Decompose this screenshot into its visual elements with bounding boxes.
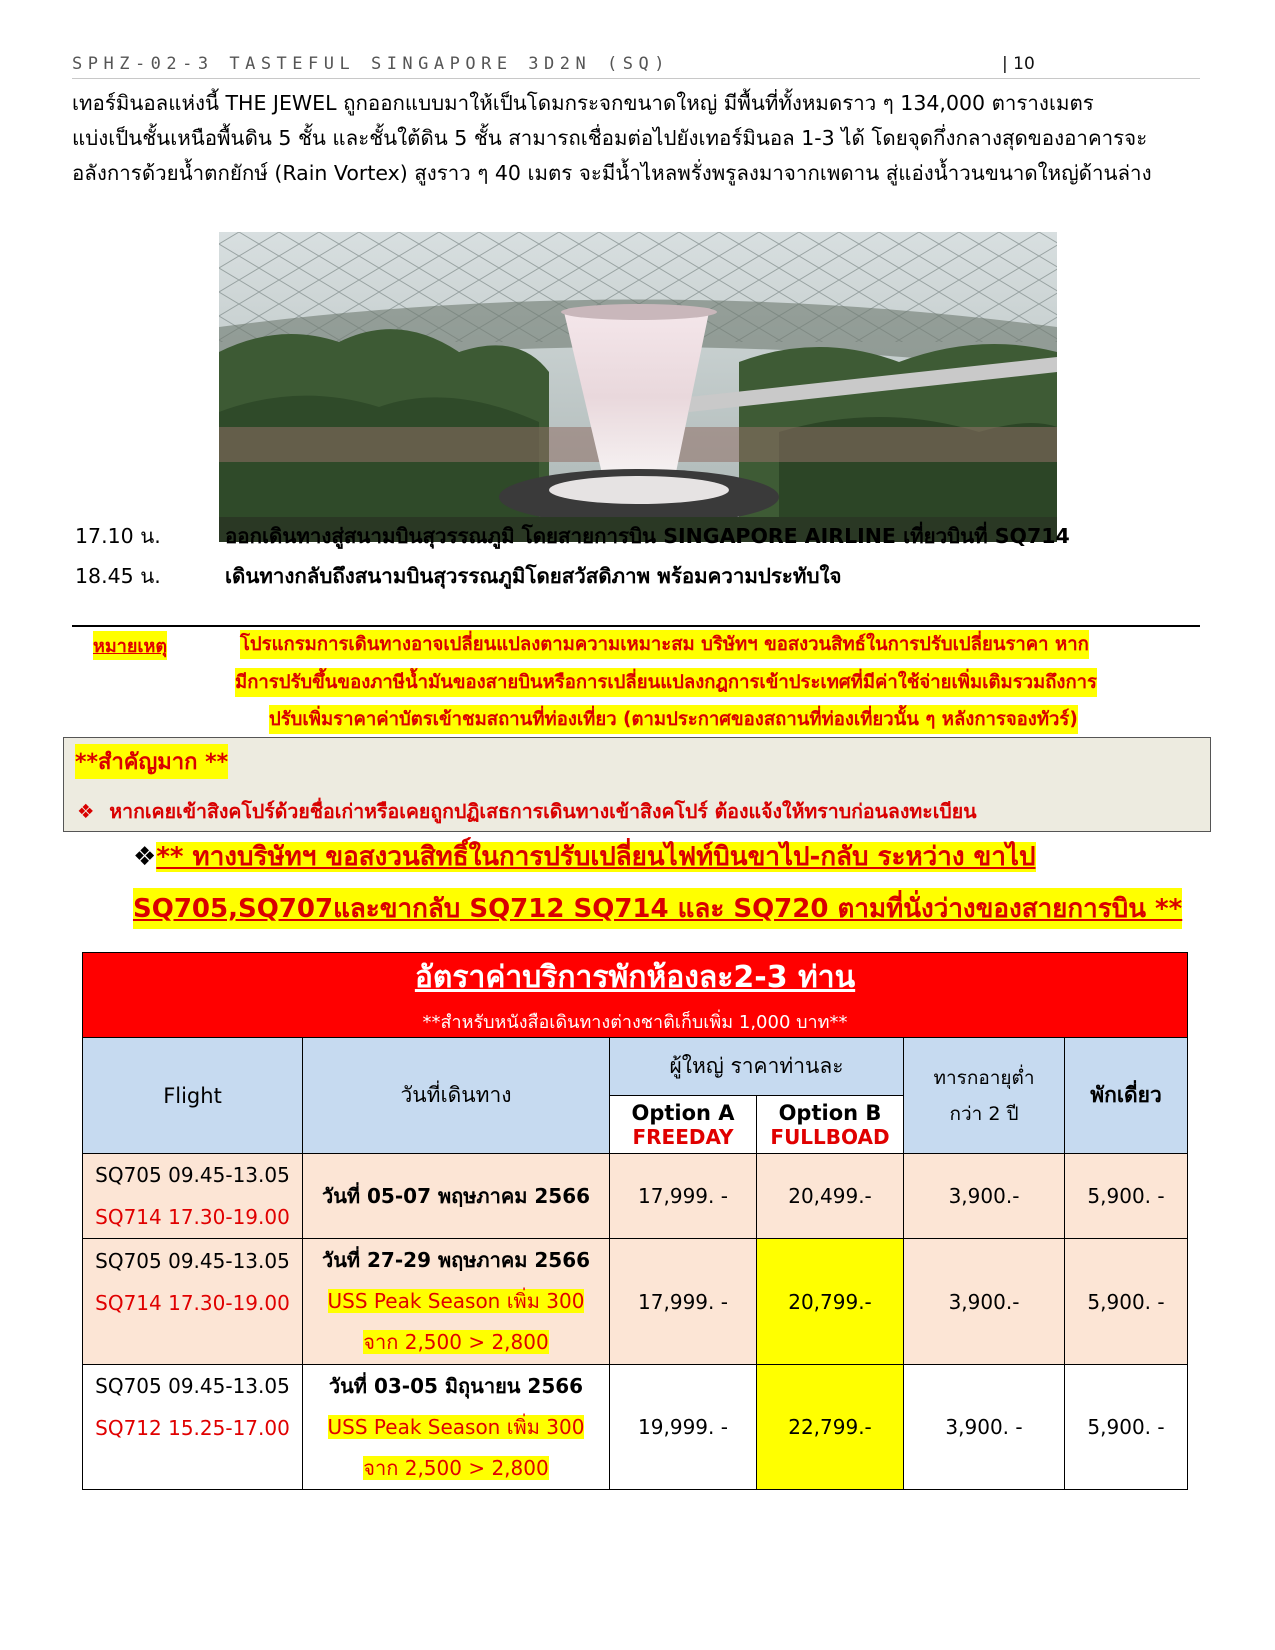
header-option-a bbox=[610, 1096, 757, 1154]
price-option-a: 17,999. - bbox=[610, 1239, 757, 1365]
schedule-time: 18.45 น. bbox=[75, 564, 161, 588]
price-option-b: 20,499.- bbox=[757, 1154, 904, 1239]
outbound-flight: SQ705 09.45-13.05 bbox=[95, 1248, 290, 1273]
intro-paragraph bbox=[72, 86, 1212, 191]
peak-season-note: USS Peak Season เพิ่ม 300 bbox=[327, 1289, 585, 1313]
header-divider bbox=[72, 78, 1200, 79]
important-line bbox=[77, 796, 977, 827]
price-single: 5,900. - bbox=[1065, 1239, 1188, 1365]
header-infant bbox=[904, 1038, 1065, 1154]
date-cell bbox=[303, 1365, 610, 1490]
return-flight: SQ712 15.25-17.00 bbox=[95, 1416, 290, 1440]
option-b-subtitle: FULLBOAD bbox=[770, 1124, 890, 1149]
header-date: วันที่เดินทาง bbox=[303, 1038, 610, 1154]
option-a-subtitle: FREEDAY bbox=[632, 1124, 734, 1149]
rates-table bbox=[82, 952, 1188, 1490]
note-line: มีการปรับขึ้นของภาษีน้ำมันของสายบินหรือการเปลี่ยนแปลงกฎการเข้าประเทศที่มีค่าใช้จ่ายเพิ่มเติมรวมถึงการ bbox=[235, 668, 1097, 697]
price-infant: 3,900.- bbox=[904, 1239, 1065, 1365]
table-row bbox=[83, 1154, 1188, 1239]
schedule-item bbox=[75, 560, 841, 593]
header-adult: ผู้ใหญ่ ราคาท่านละ bbox=[610, 1038, 904, 1096]
table-row bbox=[83, 1239, 1188, 1365]
intro-line: เทอร์มินอลแห่งนี้ THE JEWEL ถูกออกแบบมาให้เป็นโดมกระจกขนาดใหญ่ มีพื้นที่ทั้งหมดราว ๆ 134,000 ตารางเมตร bbox=[72, 91, 1094, 115]
important-text: หากเคยเข้าสิงคโปร์ด้วยชื่อเก่าหรือเคยถูกปฏิเสธการเดินทางเข้าสิงคโปร์ ต้องแจ้งให้ทราบก่อนลงทะเบียน bbox=[109, 800, 977, 823]
date-cell: วันที่ 05-07 พฤษภาคม 2566 bbox=[303, 1154, 610, 1239]
schedule-desc: เดินทางกลับถึงสนามบินสุวรรณภูมิโดยสวัสดิภาพ พร้อมความประทับใจ bbox=[225, 564, 842, 588]
schedule-time: 17.10 น. bbox=[75, 524, 161, 548]
header-flight: Flight bbox=[83, 1038, 303, 1154]
price-option-a: 17,999. - bbox=[610, 1154, 757, 1239]
page-number: | 10 bbox=[1002, 54, 1035, 74]
header-option-b bbox=[757, 1096, 904, 1154]
price-single: 5,900. - bbox=[1065, 1365, 1188, 1490]
return-flight: SQ714 17.30-19.00 bbox=[95, 1205, 290, 1229]
intro-line: แบ่งเป็นชั้นเหนือพื้นดิน 5 ชั้น และชั้นใต้ดิน 5 ชั้น สามารถเชื่อมต่อไปยังเทอร์มินอล 1-3 ได้ โดยจุดกึ่งกลางสุดของอาคารจะ bbox=[72, 126, 1148, 150]
flight-cell bbox=[83, 1154, 303, 1239]
rain-vortex-photo bbox=[219, 232, 1057, 542]
rates-title: อัตราค่าบริการพักห้องละ2-3 ท่าน bbox=[414, 960, 856, 995]
important-title: **สำคัญมาก ** bbox=[75, 744, 228, 779]
flight-notice-text: ** ทางบริษัทฯ ขอสงวนสิทธิ์ในการปรับเปลี่ยนไฟท์บินขาไป-กลับ ระหว่าง ขาไป bbox=[156, 842, 1036, 872]
diamond-bullet-icon: ❖ bbox=[77, 800, 95, 823]
travel-date: วันที่ 27-29 พฤษภาคม 2566 bbox=[321, 1248, 591, 1272]
price-infant: 3,900. - bbox=[904, 1365, 1065, 1490]
note-label: หมายเหตุ bbox=[93, 631, 167, 660]
peak-season-note: จาก 2,500 > 2,800 bbox=[363, 1330, 549, 1354]
header-infant-line: กว่า 2 ปี bbox=[949, 1102, 1019, 1125]
rates-title-cell bbox=[83, 953, 1188, 1038]
travel-date: วันที่ 03-05 มิถุนายน 2566 bbox=[328, 1373, 584, 1398]
outbound-flight: SQ705 09.45-13.05 bbox=[95, 1374, 290, 1398]
flight-cell bbox=[83, 1365, 303, 1490]
date-cell bbox=[303, 1239, 610, 1365]
flight-notice-line bbox=[133, 836, 1036, 877]
peak-season-note: จาก 2,500 > 2,800 bbox=[363, 1455, 549, 1480]
price-single: 5,900. - bbox=[1065, 1154, 1188, 1239]
schedule-desc: ออกเดินทางสู่สนามบินสุวรรณภูมิ โดยสายการบิน SINGAPORE AIRLINE เที่ยวบินที่ SQ714 bbox=[225, 524, 1070, 548]
price-option-b: 22,799.- bbox=[757, 1365, 904, 1490]
doc-code: SPHZ-02-3 TASTEFUL SINGAPORE 3D2N (SQ) bbox=[72, 54, 670, 74]
outbound-flight: SQ705 09.45-13.05 bbox=[95, 1163, 290, 1187]
header-single: พักเดี่ยว bbox=[1065, 1038, 1188, 1154]
peak-season-note: USS Peak Season เพิ่ม 300 bbox=[327, 1414, 585, 1439]
diamond-bullet-icon: ❖ bbox=[133, 842, 157, 872]
price-option-b: 20,799.- bbox=[757, 1239, 904, 1365]
section-divider bbox=[72, 625, 1200, 627]
return-flight: SQ714 17.30-19.00 bbox=[95, 1290, 290, 1315]
note-line: ปรับเพิ่มราคาค่าบัตรเข้าชมสถานที่ท่องเที่ยว (ตามประกาศของสถานที่ท่องเที่ยวนั้น ๆ หลังการจองทัวร์) bbox=[269, 705, 1078, 734]
schedule-item bbox=[75, 520, 1070, 553]
price-infant: 3,900.- bbox=[904, 1154, 1065, 1239]
option-b-title: Option B bbox=[778, 1100, 882, 1125]
flight-cell bbox=[83, 1239, 303, 1365]
header-infant-line: ทารกอายุต่ำ bbox=[933, 1066, 1035, 1089]
flight-notice-line: SQ705,SQ707และขากลับ SQ712 SQ714 และ SQ720 ตามที่นั่งว่างของสายการบิน ** bbox=[133, 888, 1182, 929]
price-option-a: 19,999. - bbox=[610, 1365, 757, 1490]
intro-line: อลังการด้วยน้ำตกยักษ์ (Rain Vortex) สูงราว ๆ 40 เมตร จะมีน้ำไหลพรั่งพรูลงมาจากเพดาน สู่แอ่งน้ำวนขนาดใหญ่ด้านล่าง bbox=[72, 161, 1152, 185]
note-line: โปรแกรมการเดินทางอาจเปลี่ยนแปลงตามความเหมาะสม บริษัทฯ ขอสงวนสิทธ์ในการปรับเปลี่ยนราคา หาก bbox=[240, 630, 1089, 659]
option-a-title: Option A bbox=[631, 1100, 735, 1125]
table-row bbox=[83, 1365, 1188, 1490]
rates-subtitle: **สำหรับหนังสือเดินทางต่างชาติเก็บเพิ่ม 1,000 บาท** bbox=[422, 1012, 848, 1033]
